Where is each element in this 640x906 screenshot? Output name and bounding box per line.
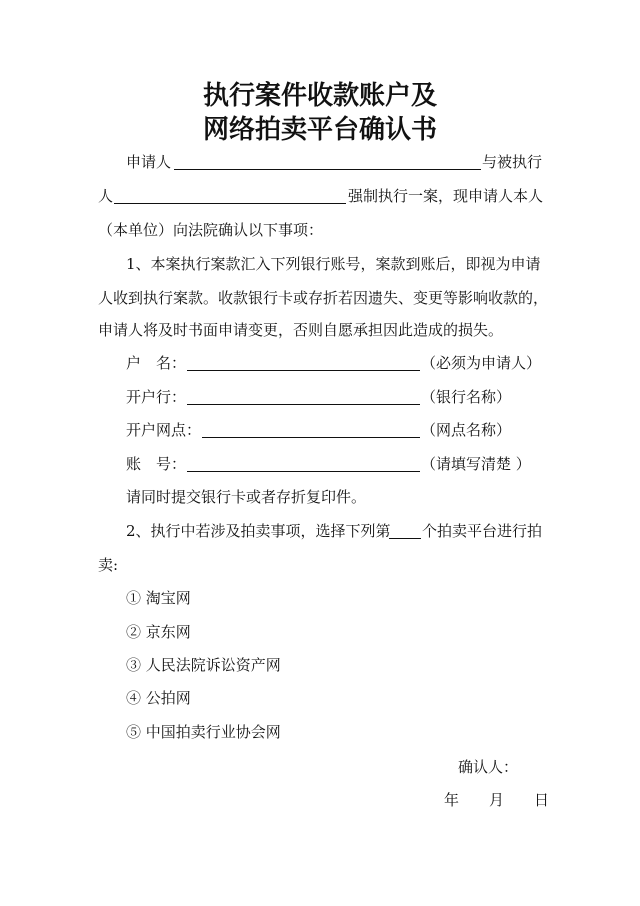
branch-label: 开户网点： bbox=[126, 421, 202, 439]
account-number-label: 账 号： bbox=[126, 455, 187, 473]
item1-line2: 人收到执行案款。收款银行卡或存折若因遗失、变更等影响收款的， bbox=[98, 289, 549, 307]
branch-blank[interactable] bbox=[202, 437, 420, 438]
date-label: 年 月 日 bbox=[444, 791, 550, 809]
title-line-1: 执行案件收款账户及 bbox=[202, 81, 437, 111]
account-number-note: （请填写清楚 ） bbox=[421, 455, 531, 473]
bank-label: 开户行： bbox=[126, 388, 187, 406]
platform-option: ① 淘宝网 bbox=[126, 589, 191, 607]
platform-option: ⑤ 中国拍卖行业协会网 bbox=[126, 723, 281, 741]
person-label: 人 bbox=[98, 187, 114, 205]
platform-option: ③ 人民法院诉讼资产网 bbox=[126, 656, 281, 674]
item1-line3: 申请人将及时书面申请变更，否则自愿承担因此造成的损失。 bbox=[98, 321, 504, 339]
item1-line1: 1、本案执行案款汇入下列银行账号，案款到账后，即视为申请 bbox=[126, 255, 541, 273]
platform-option: ④ 公拍网 bbox=[126, 689, 191, 707]
respondent-blank[interactable] bbox=[114, 203, 346, 204]
copy-note: 请同时提交银行卡或者存折复印件。 bbox=[126, 488, 367, 506]
applicant-blank[interactable] bbox=[174, 169, 481, 170]
case-text: 强制执行一案，现申请人本人 bbox=[348, 187, 544, 205]
account-name-label: 户 名： bbox=[126, 354, 187, 372]
branch-note: （网点名称） bbox=[421, 421, 512, 439]
platform-option: ② 京东网 bbox=[126, 623, 191, 641]
title-line-2: 网络拍卖平台确认书 bbox=[202, 115, 437, 145]
bank-blank[interactable] bbox=[187, 404, 420, 405]
unit-text: （本单位）向法院确认以下事项： bbox=[98, 221, 324, 239]
confirmer-label: 确认人： bbox=[458, 758, 519, 776]
item2-line1a: 2、执行中若涉及拍卖事项，选择下列第 bbox=[126, 522, 391, 540]
item2-line1b: 个拍卖平台进行拍 bbox=[422, 522, 543, 540]
item2-line2: 卖: bbox=[98, 556, 119, 574]
account-number-blank[interactable] bbox=[187, 471, 420, 472]
applicant-label: 申请人 bbox=[126, 153, 172, 171]
bank-note: （银行名称） bbox=[421, 388, 512, 406]
account-name-blank[interactable] bbox=[187, 370, 420, 371]
respondent-label: 与被执行 bbox=[482, 153, 543, 171]
account-name-note: （必须为申请人） bbox=[421, 354, 542, 372]
platform-number-blank[interactable] bbox=[389, 538, 421, 539]
